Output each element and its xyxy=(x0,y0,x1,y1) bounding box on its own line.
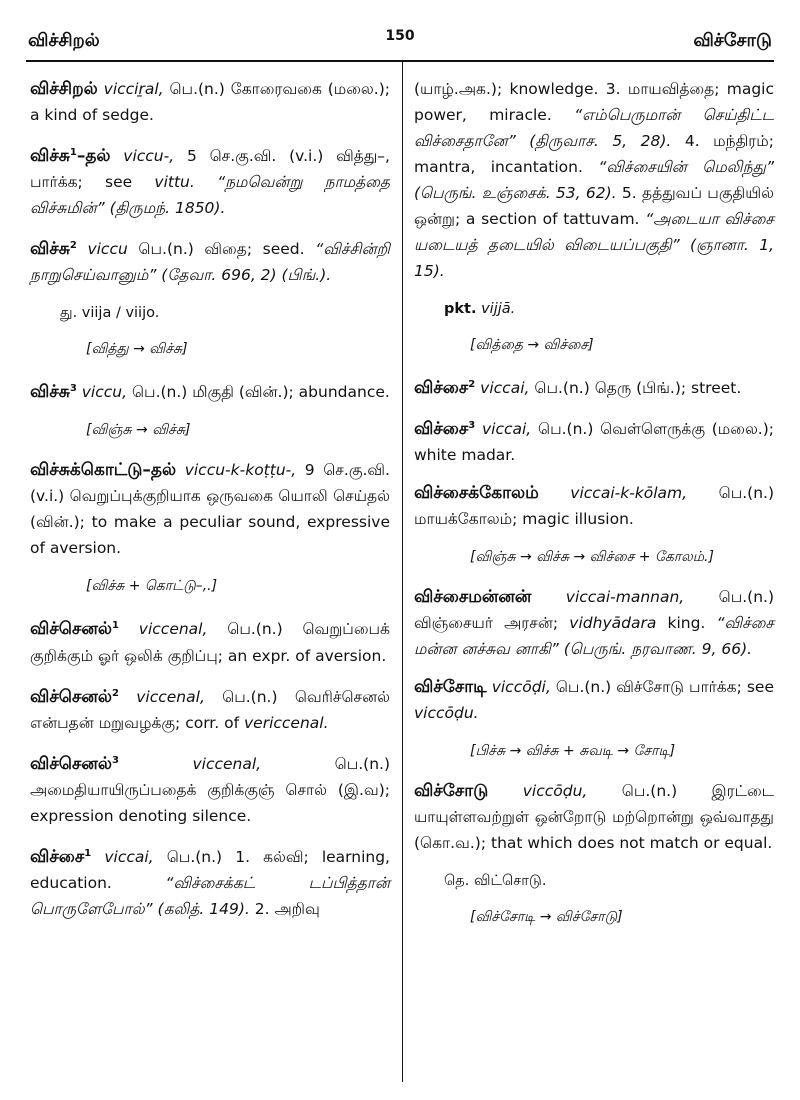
definition: மாயக்கோலம்; magic illusion. xyxy=(414,510,634,529)
headword: விச்செனல் xyxy=(30,619,112,640)
etymology: [விச்சு + கொட்டு–,.] xyxy=(86,578,218,595)
headword: விச்சைமன்னன் xyxy=(414,587,532,608)
homonym-number: 1 xyxy=(112,620,119,632)
citation-source: (திருவாச. 5, 28). xyxy=(529,132,672,150)
definition: மிகுதி (வின்.); abundance. xyxy=(192,383,390,402)
dictionary-entry xyxy=(414,480,774,532)
headword: விச்செனல் xyxy=(30,753,112,774)
dictionary-entry xyxy=(30,233,390,288)
transliteration: viccai-k-kōlam, xyxy=(570,484,688,503)
dictionary-entry xyxy=(414,372,774,401)
part-of-speech: பெ.(n.) xyxy=(621,782,678,801)
citation-source: (தேவா. 696, 2) (பிங்.). xyxy=(161,266,332,285)
citation-quote: “நமவென்று நாமத்தை விச்சுமின்” xyxy=(30,173,391,218)
part-of-speech: பெ.(n.) xyxy=(534,379,590,398)
page-header xyxy=(28,22,772,62)
citation-source: (ஞானா. 1, 15). xyxy=(414,236,774,280)
part-of-speech: பெ.(n.) xyxy=(138,240,194,259)
definition: விஞ்சையர் அரசன்; xyxy=(414,614,559,633)
transliteration: viccu, xyxy=(81,383,128,402)
definition: வெறுப்புக்குறியாக ஒருவகை யொலி செய்தல் (வின்.); to make a peculiar sound, expressive of aversion. xyxy=(30,487,390,558)
etymology: [வித்தை → விச்சை] xyxy=(470,337,594,353)
citation-source: (பெருங். உஞ்சைக். 53, 62). xyxy=(414,184,617,202)
part-of-speech: பெ.(n.) xyxy=(334,754,390,773)
right-column xyxy=(414,76,774,944)
headword: விச்சைக்கோலம் xyxy=(414,483,539,504)
citation-quote: “விச்சைக்கட் டப்பித்தான் பொருளேபோல்” xyxy=(30,874,390,919)
homonym-number: 3 xyxy=(468,420,476,432)
part-of-speech: 9 செ.கு.வி. (v.i.) xyxy=(30,461,390,506)
cognate-note: தெ. விட்சொடு. xyxy=(444,873,547,890)
definition: விச்சோடு பார்க்க; see xyxy=(616,678,774,697)
headword: விச்சோடு xyxy=(414,781,489,802)
part-of-speech: பெ.(n.) xyxy=(222,687,278,706)
homonym-number: 3 xyxy=(69,383,77,395)
entry-continuation xyxy=(414,76,774,284)
headword: விச்சுக்கொட்டு–தல் xyxy=(30,460,177,481)
left-column xyxy=(30,76,390,934)
homonym-number: 2 xyxy=(69,240,77,252)
citation-quote: “விச்சின்றி நாறுசெய்வானும்” xyxy=(30,240,390,285)
headword-suffix: –தல் xyxy=(76,146,111,167)
headword: விச்சை xyxy=(414,378,469,399)
definition: கோரைவகை (மலை.); a kind of sedge. xyxy=(30,80,390,124)
transliteration: viccōḍi, xyxy=(491,678,551,697)
definition: வித்து–, பார்க்க; see xyxy=(30,147,390,192)
headword: விச்செனல் xyxy=(30,686,112,707)
citation-quote: “எம்பெருமான் செய்திட்ட விச்சைதானே” xyxy=(414,106,774,150)
definition: 4. மந்திரம்; mantra, incantation. xyxy=(414,132,774,176)
definition: விதை; seed. xyxy=(204,240,305,259)
part-of-speech: பெ.(n.) xyxy=(718,484,774,503)
cross-reference: viccōḍu. xyxy=(414,704,479,723)
header-rule xyxy=(26,60,774,62)
homonym-number: 1 xyxy=(69,147,77,158)
part-of-speech: பெ.(n.) xyxy=(718,588,774,607)
dictionary-entry xyxy=(30,613,390,668)
transliteration: viccai-mannan, xyxy=(565,588,685,607)
dictionary-entry xyxy=(30,748,390,829)
homonym-number: 1 xyxy=(84,847,92,859)
citation-source: (திருமந். 1850). xyxy=(109,199,226,218)
cross-reference: vericcenal. xyxy=(243,713,329,732)
etymology: [விஞ்சு → விச்சு] xyxy=(86,422,191,439)
definition: தெரு (பிங்.); street. xyxy=(594,379,742,398)
part-of-speech: பெ.(n.) xyxy=(166,848,223,867)
headword: விச்சை xyxy=(414,419,469,440)
headword: விச்சு xyxy=(30,382,70,403)
page-number: 150 xyxy=(385,28,415,44)
definition: வெள்ளெருக்கு (மலை.); white madar. xyxy=(414,420,775,465)
dictionary-entry xyxy=(30,841,390,922)
transliteration: viccenal, xyxy=(192,754,262,773)
dictionary-entry xyxy=(30,457,390,561)
etymology: [வித்து → விச்சு] xyxy=(86,341,188,358)
cognate-word: vijjā. xyxy=(481,301,516,317)
etymology: [விச்சோடி → விச்சோடு] xyxy=(470,909,623,926)
definition-continued: 2. அறிவு xyxy=(254,900,320,919)
transliteration: viccu-, xyxy=(123,147,175,166)
transliteration: viccu xyxy=(87,240,128,259)
definition: 1. கல்வி; learning, education. xyxy=(30,848,390,893)
cognate-note: து. viija / viijo. xyxy=(60,305,160,322)
citation-source: (கலித். 149). xyxy=(157,900,250,919)
homonym-number: 2 xyxy=(112,687,119,699)
transliteration: viccenal, xyxy=(136,687,205,706)
dictionary-entry xyxy=(414,778,774,856)
transliteration: viccōḍu, xyxy=(522,782,588,801)
headword: விச்சு xyxy=(30,146,70,167)
definition: வெறுப்பைக் குறிக்கும் ஓர் ஒலிக் குறிப்பு; an expr. of aversion. xyxy=(30,620,390,665)
transliteration: viccai, xyxy=(481,420,532,439)
transliteration: viccai, xyxy=(104,848,154,867)
dictionary-entry xyxy=(30,376,390,405)
column-divider xyxy=(402,62,403,1082)
definition: அமைதியாயிருப்பதைக் குறிக்குஞ் சொல் (இ.வ); expression denoting silence. xyxy=(30,780,390,825)
dictionary-entry xyxy=(30,681,390,736)
part-of-speech: பெ.(n.) xyxy=(538,420,594,439)
definition: (யாழ்.அக.); knowledge. 3. மாயவித்தை; magic power, miracle. xyxy=(414,80,774,124)
citation-source: (பெருங். நரவாண. 9, 66). xyxy=(563,640,753,659)
etymology: [பிச்சு → விச்சு + சுவடி → சோடி] xyxy=(470,743,676,760)
headword: விச்சு xyxy=(30,239,70,260)
definition: இரட்டை யாயுள்ளவற்றுள் ஒன்றோடு மற்றொன்று ஒவ்வாதது (கொ.வ.); that which does not match or equal. xyxy=(414,782,774,853)
headword: விச்சிறல் xyxy=(30,79,98,99)
language-abbr: pkt. xyxy=(444,301,477,317)
definition: வெரிச்செனல் என்பதன் மறுவழக்கு; corr. of xyxy=(30,687,390,732)
homonym-number: 3 xyxy=(112,754,119,766)
citation-quote: “விச்சை மன்ன னச்சுவ னாகி” xyxy=(414,614,775,659)
definition: 5. தத்துவப் பகுதியில் ஒன்று; a section of tattuvam. xyxy=(414,184,774,228)
part-of-speech: பெ.(n.) xyxy=(227,620,283,639)
dictionary-entry xyxy=(414,674,774,726)
dictionary-entry xyxy=(30,140,390,221)
transliteration: vicciṟal, xyxy=(103,80,164,98)
part-of-speech: பெ.(n.) xyxy=(169,80,225,98)
citation-quote: “விச்சையின் மெலிந்து” xyxy=(598,158,774,176)
dictionary-entry xyxy=(30,76,390,128)
homonym-number: 2 xyxy=(468,379,476,390)
etymology: [விஞ்சு → விச்சு → விச்சை + கோலம்.] xyxy=(470,549,714,566)
citation-quote: “அடையா விச்சை யடையத் தடையில் விடையப்பகுதி” xyxy=(414,210,774,254)
headword: விச்சை xyxy=(30,847,85,868)
headword: விச்சோடி xyxy=(414,677,487,698)
transliteration: viccenal, xyxy=(138,620,208,639)
italic-term: vidhyādara xyxy=(569,614,657,633)
cross-reference: vittu. xyxy=(154,173,195,192)
transliteration: viccu-k-koṭṭu-, xyxy=(184,461,297,480)
guide-word-right: விச்சோடு xyxy=(693,30,772,51)
definition: king. xyxy=(667,614,706,633)
part-of-speech: பெ.(n.) xyxy=(555,678,612,697)
guide-word-left: விச்சிறல் xyxy=(28,30,100,51)
part-of-speech: 5 செ.கு.வி. (v.i.) xyxy=(186,147,324,166)
part-of-speech: பெ.(n.) xyxy=(131,383,188,402)
dictionary-entry xyxy=(414,584,774,662)
cognate-note xyxy=(444,296,774,322)
dictionary-entry xyxy=(414,413,774,468)
transliteration: viccai, xyxy=(480,379,530,398)
